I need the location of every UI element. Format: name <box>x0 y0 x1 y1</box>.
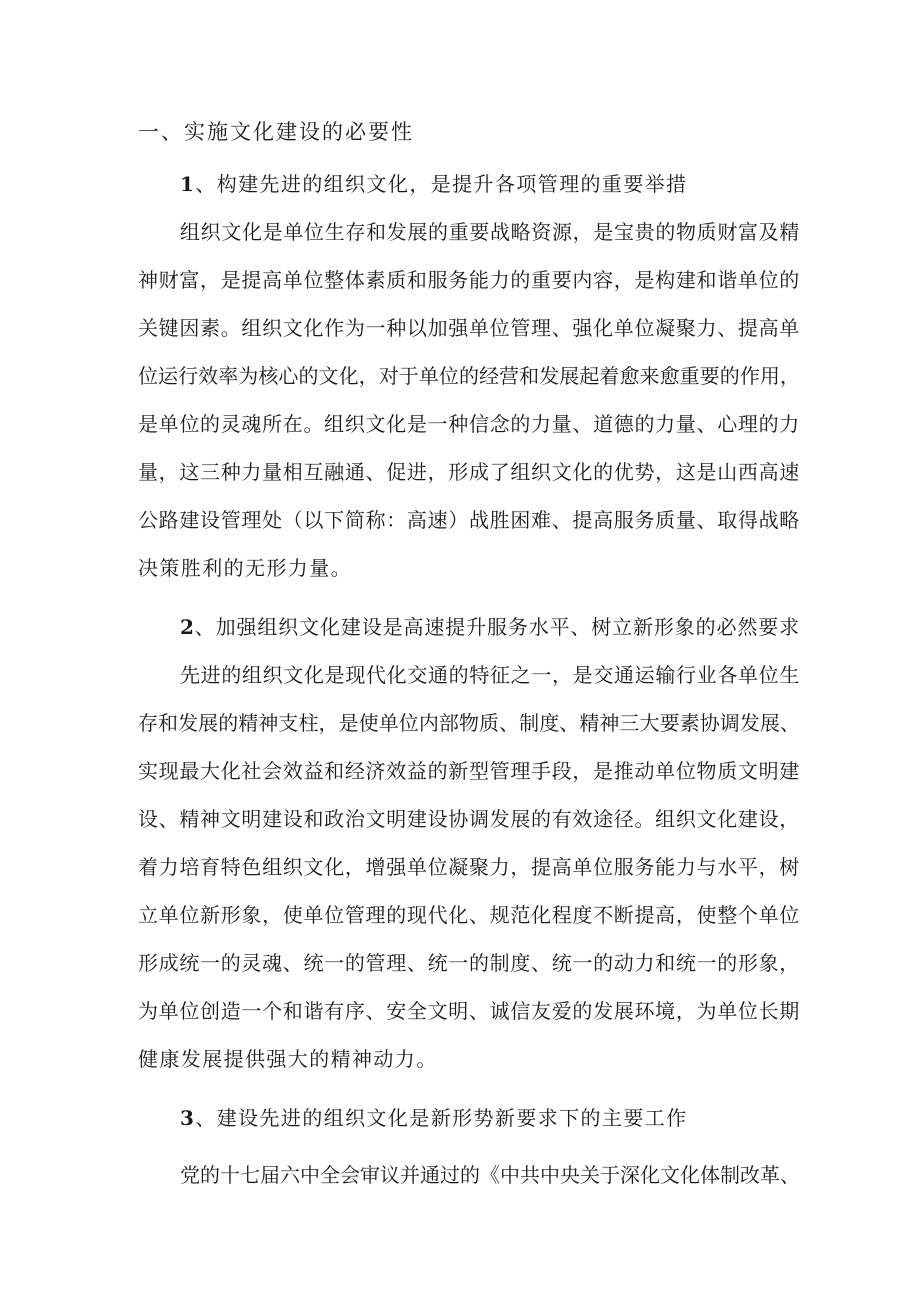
paragraph-2-line: 健康发展提供强大的精神动力。 <box>138 1047 438 1071</box>
paragraph-1-line: 神财富，是提高单位整体素质和服务能力的重要内容，是构建和谐单位的 <box>138 268 800 292</box>
paragraph-1-line: 公路建设管理处（以下简称：高速）战胜困难、提高服务质量、取得战略 <box>138 508 800 532</box>
heading-2-text: 、加强组织文化建设是高速提升服务水平、树立新形象的必然要求 <box>194 615 800 639</box>
paragraph-2-line: 存和发展的精神支柱，是使单位内部物质、制度、精神三大要素协调发展、 <box>138 711 800 735</box>
paragraph-2-line: 立单位新形象，使单位管理的现代化、规范化程度不断提高，使整个单位 <box>138 903 800 927</box>
paragraph-1-line: 决策胜利的无形力量。 <box>138 556 352 580</box>
paragraph-2-line: 着力培育特色组织文化，增强单位凝聚力，提高单位服务能力与水平，树 <box>138 855 800 879</box>
paragraph-1-line: 关键因素。组织文化作为一种以加强单位管理、强化单位凝聚力、提高单 <box>138 316 800 340</box>
paragraph-2-line: 形成统一的灵魂、统一的管理、统一的制度、统一的动力和统一的形象， <box>138 951 800 975</box>
heading-3-text: 、建设先进的组织文化是新形势新要求下的主要工作 <box>195 1106 688 1130</box>
paragraph-2-line: 先进的组织文化是现代化交通的特征之一，是交通运输行业各单位生 <box>180 663 800 687</box>
paragraph-1-line: 量，这三种力量相互融通、促进，形成了组织文化的优势，这是山西高速 <box>138 460 800 484</box>
heading-1 <box>180 170 688 198</box>
heading-2-number: 2 <box>180 615 195 639</box>
heading-1-text: 、构建先进的组织文化，是提升各项管理的重要举措 <box>195 172 688 196</box>
paragraph-1-line: 是单位的灵魂所在。组织文化是一种信念的力量、道德的力量、心理的力 <box>138 412 800 436</box>
paragraph-1-line: 位运行效率为核心的文化，对于单位的经营和发展起着愈来愈重要的作用， <box>138 364 800 388</box>
paragraph-3-line: 党的十七届六中全会审议并通过的《中共中央关于深化文化体制改革、 <box>180 1163 800 1187</box>
paragraph-2-line: 设、精神文明建设和政治文明建设协调发展的有效途径。组织文化建设， <box>138 807 800 831</box>
section-title: 一、实施文化建设的必要性 <box>138 120 414 144</box>
heading-3 <box>180 1104 688 1132</box>
paragraph-1-line: 组织文化是单位生存和发展的重要战略资源，是宝贵的物质财富及精 <box>180 220 800 244</box>
paragraph-2-line: 实现最大化社会效益和经济效益的新型管理手段，是推动单位物质文明建 <box>138 759 800 783</box>
heading-1-number: 1 <box>180 172 196 196</box>
heading-3-number: 3 <box>180 1106 196 1130</box>
heading-2 <box>180 613 800 641</box>
paragraph-2-line: 为单位创造一个和谐有序、安全文明、诚信友爱的发展环境，为单位长期 <box>138 999 800 1023</box>
